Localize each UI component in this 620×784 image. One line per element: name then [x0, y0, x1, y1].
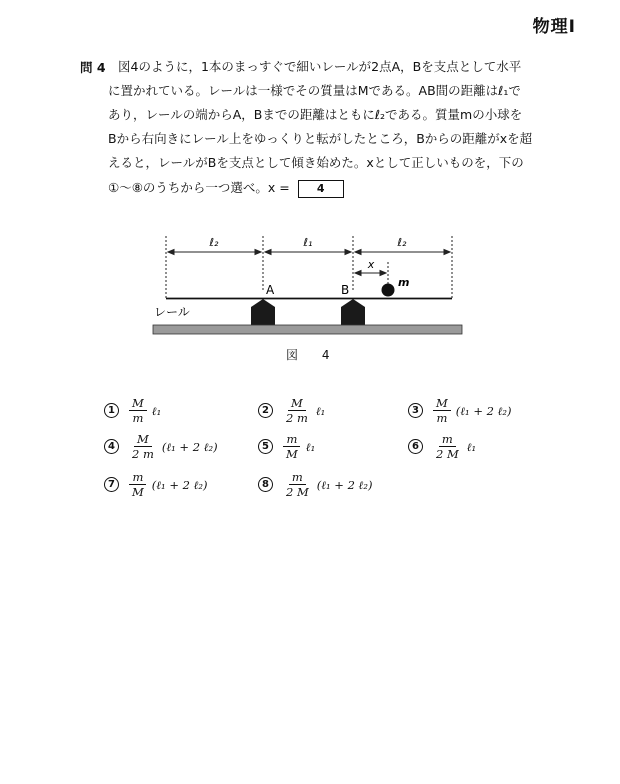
choice-mark: 6 [408, 439, 423, 454]
choice-mark: 2 [258, 403, 273, 418]
question-line-3: あり，レールの端からA，Bまでの距離はともにℓ₂である。質量mの小球を [108, 107, 523, 122]
choice-tail: (ℓ₁ + 2 ℓ₂) [455, 403, 512, 418]
choice-2[interactable] [258, 396, 325, 425]
choice-fraction: $\frac{M}{m}$ [129, 396, 147, 425]
ground [153, 325, 462, 334]
choice-fraction: $\frac{m}{2 M}$ [286, 470, 309, 499]
choice-fraction: $\frac{m}{M}$ [283, 432, 301, 461]
choice-tail: (ℓ₁ + 2 ℓ₂) [151, 477, 208, 492]
choice-1[interactable] [104, 396, 161, 425]
choice-8[interactable] [258, 470, 372, 499]
label-m: m [398, 276, 410, 289]
choice-5[interactable] [258, 432, 315, 461]
question-line-5: えると，レールがBを支点として傾き始めた。xとして正しいものを，下の [108, 155, 524, 170]
question-line-6 [108, 178, 568, 198]
choice-6[interactable] [408, 432, 476, 461]
ball [382, 284, 395, 297]
choice-mark: 1 [104, 403, 119, 418]
choice-fraction: $\frac{M}{2 m}$ [132, 432, 154, 461]
choice-tail: (ℓ₁ + 2 ℓ₂) [161, 439, 218, 454]
choice-fraction: $\frac{M}{m}$ [433, 396, 451, 425]
question-line-4: Bから右向きにレール上をゆっくりと転がしたところ，Bからの距離がxを超 [108, 131, 533, 146]
question-last-line: ①～⑧のうちから一つ選べ。x = [108, 180, 290, 195]
label-A: A [266, 283, 275, 297]
choice-7[interactable] [104, 470, 207, 499]
choice-mark: 4 [104, 439, 119, 454]
label-rail: レール [154, 305, 190, 319]
answer-box[interactable]: 4 [298, 180, 344, 198]
choice-mark: 8 [258, 477, 273, 492]
label-x: x [367, 258, 375, 271]
question-line-1: 図4のように，1本のまっすぐで細いレールが2点A，Bを支点として水平 [118, 59, 522, 74]
choice-fraction: $\frac{M}{2 m}$ [286, 396, 308, 425]
choice-tail: ℓ₁ [305, 439, 316, 454]
choice-3[interactable] [408, 396, 511, 425]
choice-tail: (ℓ₁ + 2 ℓ₂) [316, 477, 373, 492]
support-B [341, 299, 365, 325]
choice-mark: 3 [408, 403, 423, 418]
label-l1: ℓ₁ [303, 236, 313, 249]
choice-mark: 7 [104, 477, 119, 492]
support-A [251, 299, 275, 325]
label-l2-right: ℓ₂ [397, 236, 407, 249]
figure-caption: 図 4 [286, 348, 340, 362]
label-B: B [341, 283, 350, 297]
choice-mark: 5 [258, 439, 273, 454]
choice-4[interactable] [104, 432, 218, 461]
choice-tail: ℓ₁ [466, 439, 477, 454]
subject-title: 物理Ⅰ [532, 17, 576, 37]
choice-fraction: $\frac{m}{2 M}$ [436, 432, 459, 461]
question-line-2: に置かれている。レールは一様でその質量はMである。AB間の距離はℓ₁で [108, 83, 521, 98]
question-number: 問 4 [80, 60, 106, 75]
choice-tail: ℓ₁ [315, 403, 326, 418]
choice-fraction: $\frac{m}{M}$ [129, 470, 147, 499]
label-l2-left: ℓ₂ [209, 236, 219, 249]
choice-tail: ℓ₁ [151, 403, 162, 418]
